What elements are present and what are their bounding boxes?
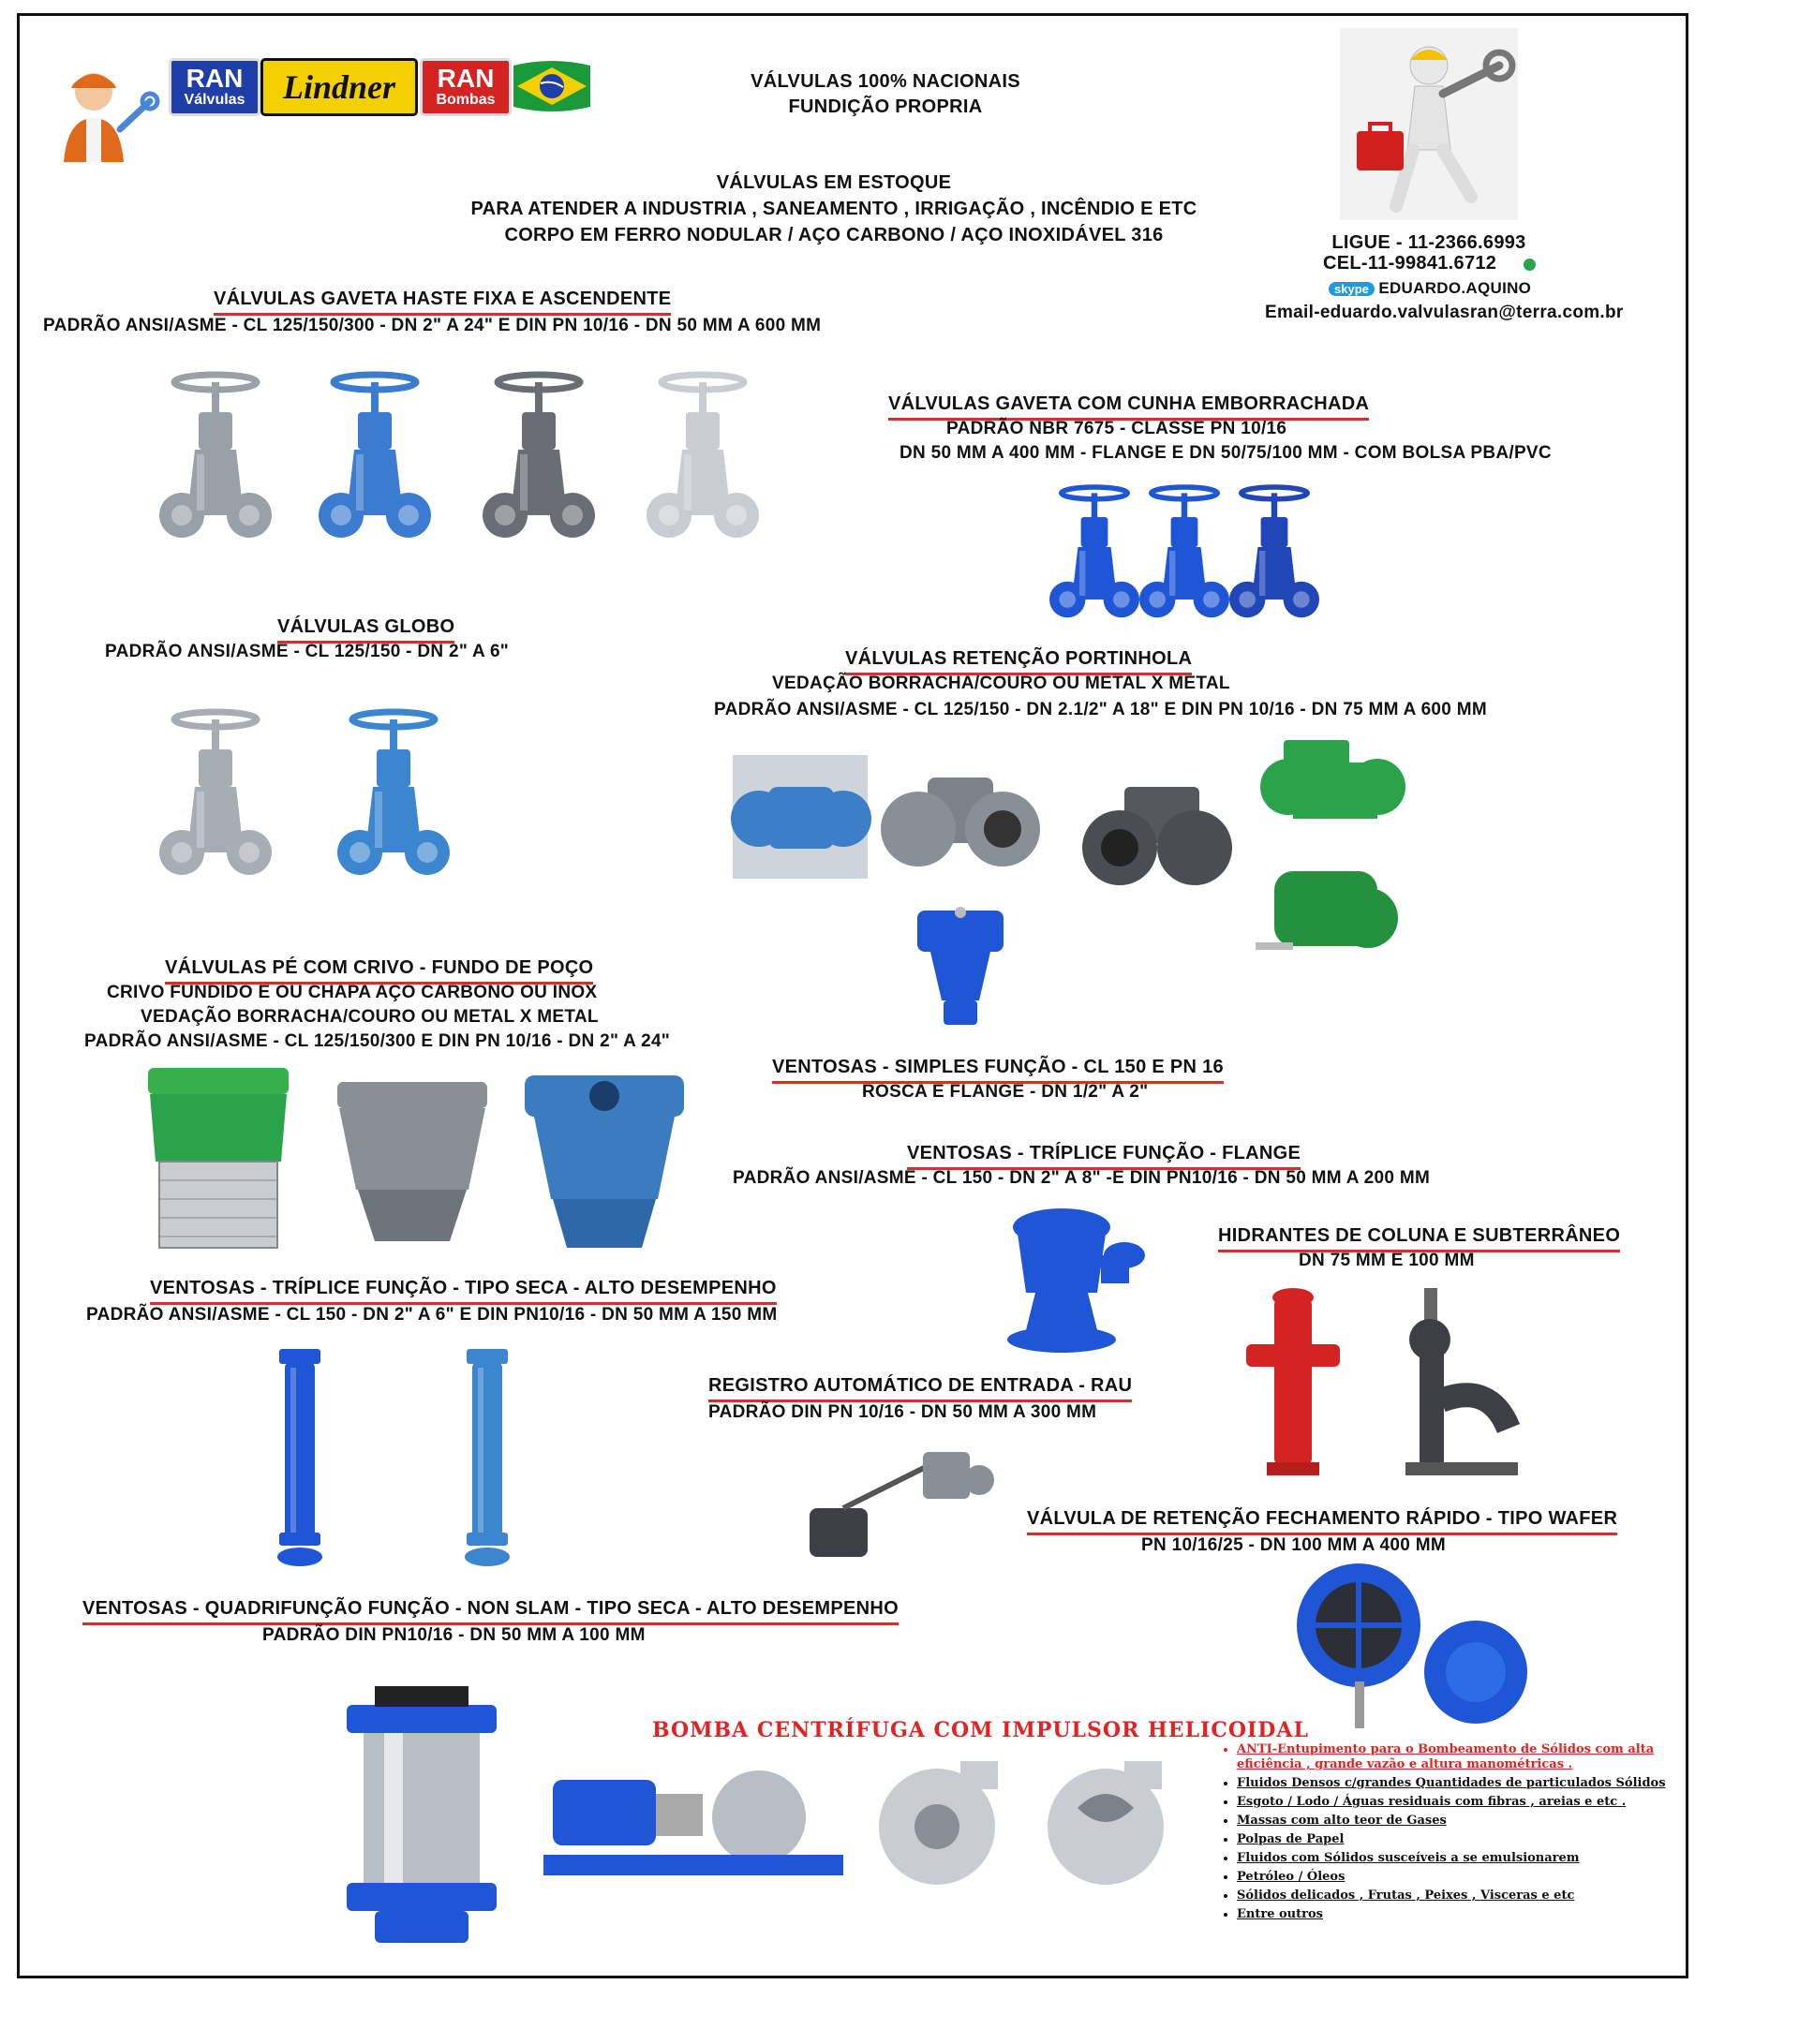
foot-valve-blue-image	[525, 1075, 684, 1248]
bomba-feature-item: • Entre outros	[1237, 1907, 1687, 1922]
ran-bombas-logo	[420, 58, 512, 116]
ran-bombas-logo-small: Bombas	[436, 92, 496, 108]
stock-line-1: VÁLVULAS EM ESTOQUE	[716, 172, 952, 193]
gaveta-haste-title	[214, 287, 671, 316]
ran-bombas-logo-big: RAN	[437, 64, 495, 93]
fire-hydrant-red-image	[1246, 1288, 1340, 1475]
skype-icon: skype	[1329, 282, 1375, 296]
foot-valve-grey-image	[337, 1082, 487, 1241]
hidrantes-sub1: DN 75 MM E 100 MM	[1299, 1251, 1475, 1270]
ventosa-simples-sub1: ROSCA E FLANGE - DN 1/2" A 2"	[862, 1082, 1149, 1102]
bomba-feature-item: • Petróleo / Óleos	[1237, 1870, 1687, 1885]
bomba-feature-item: • Fluidos com Sólidos susceíveis a se emulsionarem	[1237, 1851, 1687, 1866]
hidrantes-images	[1246, 1288, 1537, 1485]
gaveta-haste-images	[159, 375, 778, 581]
wafer-title	[1027, 1506, 1617, 1535]
globo-sub1: PADRÃO ANSI/ASME - CL 125/150 - DN 2" A 6"	[105, 642, 510, 661]
ventosa-seca-title	[150, 1276, 777, 1305]
stock-line-2: PARA ATENDER A INDUSTRIA , SANEAMENTO , IRRIGAÇÃO , INCÊNDIO E ETC	[470, 199, 1197, 219]
gaveta-cunha-sub1: PADRÃO NBR 7675 - CLASSE PN 10/16	[946, 419, 1287, 438]
ventosa-seca-sub1: PADRÃO ANSI/ASME - CL 150 - DN 2" A 6" E DIN PN10/16 - DN 50 MM A 150 MM	[86, 1305, 778, 1325]
pump-motor-assembly-image	[543, 1770, 843, 1875]
ran-valvulas-logo	[169, 58, 260, 116]
gate-valve-dark-image	[483, 375, 595, 538]
foot-valve-green-image	[148, 1068, 289, 1248]
contact-cell: CEL-11-99841.6712	[1323, 253, 1497, 274]
globo-images	[159, 712, 478, 909]
globe-valve-grey-image	[159, 712, 272, 875]
swing-check-grey-image	[881, 778, 1040, 866]
bomba-feature-item: • ANTI-Entupimento para o Bombeamento de Sólidos com alta eficiência , grande vazão e altura manométricas .	[1237, 1742, 1687, 1772]
pe-crivo-sub2: VEDAÇÃO BORRACHA/COURO OU METAL X METAL	[141, 1007, 599, 1027]
gaveta-cunha-sub2: DN 50 MM A 400 MM - FLANGE E DN 50/75/100 MM - COM BOLSA PBA/PVC	[900, 443, 1552, 463]
ran-valvulas-logo-small: Válvulas	[184, 92, 245, 108]
resilient-gate-3-image	[1229, 487, 1319, 617]
retencao-sub1: VEDAÇÃO BORRACHA/COURO OU METAL X METAL	[772, 674, 1230, 693]
wafer-sub1: PN 10/16/25 - DN 100 MM A 400 MM	[1141, 1535, 1446, 1555]
header-line-2: FUNDIÇÃO PROPRIA	[788, 96, 983, 117]
resilient-gate-1-image	[1049, 487, 1139, 617]
wafer-check-closed-image	[1424, 1621, 1527, 1724]
fire-hydrant-underground-image	[1405, 1288, 1518, 1475]
gaveta-haste-sub1: PADRÃO ANSI/ASME - CL 125/150/300 - DN 2" A 24" E DIN PN 10/16 - DN 50 MM A 600 MM	[43, 316, 822, 335]
brazil-flag-icon	[512, 60, 592, 112]
pe-crivo-title-text: VÁLVULAS PÉ COM CRIVO - FUNDO DE POÇO	[165, 955, 593, 985]
contact-cell-row	[1323, 251, 1496, 276]
pe-crivo-sub3: PADRÃO ANSI/ASME - CL 125/150/300 E DIN PN 10/16 - DN 2" A 24"	[84, 1031, 671, 1051]
header-line-1: VÁLVULAS 100% NACIONAIS	[751, 71, 1020, 92]
mascot-wrench-icon	[1340, 28, 1518, 220]
ventosa-simples-title-text: VENTOSAS - SIMPLES FUNÇÃO - CL 150 E PN 16	[772, 1055, 1224, 1084]
rau-image	[806, 1443, 993, 1564]
dry-air-valve-2-image	[465, 1349, 510, 1566]
bomba-feature-item: • Fluidos Densos c/grandes Quantidades de particulados Sólidos	[1237, 1776, 1687, 1791]
dry-air-valve-1-image	[277, 1349, 322, 1566]
gate-valve-light-image	[647, 375, 759, 538]
contact-email[interactable]: Email-eduardo.valvulasran@terra.com.br	[1265, 303, 1624, 322]
gaveta-cunha-title-text: VÁLVULAS GAVETA COM CUNHA EMBORRACHADA	[888, 392, 1369, 421]
rau-title-text: REGISTRO AUTOMÁTICO DE ENTRADA - RAU	[708, 1373, 1132, 1402]
ventosa-simples-image	[914, 907, 1007, 1029]
swing-check-green-2-image	[1256, 871, 1398, 948]
ventosa-seca-images	[262, 1349, 562, 1574]
bomba-feature-item: • Sólidos delicados , Frutas , Peixes , Visceras e etc	[1237, 1888, 1687, 1903]
ventosa-triplice-title-text: VENTOSAS - TRÍPLICE FUNÇÃO - FLANGE	[907, 1141, 1301, 1170]
rau-sub1: PADRÃO DIN PN 10/16 - DN 50 MM A 300 MM	[708, 1402, 1097, 1422]
gate-valve-grey-image	[159, 375, 272, 538]
retencao-title-text: VÁLVULAS RETENÇÃO PORTINHOLA	[845, 646, 1192, 675]
stock-line-3: CORPO EM FERRO NODULAR / AÇO CARBONO / AÇO INOXIDÁVEL 316	[504, 225, 1164, 245]
gaveta-haste-title-text: VÁLVULAS GAVETA HASTE FIXA E ASCENDENTE	[214, 287, 671, 316]
swing-check-dark-image	[1082, 787, 1232, 885]
pump-casing-image	[879, 1761, 998, 1885]
globe-valve-blue-image	[337, 712, 450, 875]
wafer-check-open-image	[1297, 1563, 1420, 1728]
quadri-sub1: PADRÃO DIN PN10/16 - DN 50 MM A 100 MM	[262, 1625, 646, 1645]
whatsapp-icon	[1524, 259, 1536, 271]
bomba-feature-item: • Polpas de Papel	[1237, 1832, 1687, 1847]
worker-icon	[47, 64, 150, 167]
bomba-feature-item: • Esgoto / Lodo / Águas residuais com fibras , areias e etc .	[1237, 1795, 1687, 1810]
swing-check-green-1-image	[1260, 740, 1405, 819]
globo-title-text: VÁLVULAS GLOBO	[277, 615, 454, 644]
rau-title	[708, 1373, 1132, 1402]
wafer-title-text: VÁLVULA DE RETENÇÃO FECHAMENTO RÁPIDO - TIPO WAFER	[1027, 1506, 1617, 1535]
bomba-feature-item: • Massas com alto teor de Gases	[1237, 1814, 1687, 1829]
bomba-title: BOMBA CENTRÍFUGA COM IMPULSOR HELICOIDAL	[652, 1718, 1309, 1742]
quadri-title	[82, 1596, 899, 1625]
gate-valve-blue-image	[319, 375, 431, 538]
ran-valvulas-logo-big: RAN	[186, 64, 244, 93]
ventosa-triplice-sub1: PADRÃO ANSI/ASME - CL 150 - DN 2" A 8" -E DIN PN10/16 - DN 50 MM A 200 MM	[733, 1168, 1431, 1188]
bomba-images	[543, 1752, 1218, 1930]
hidrantes-title-text: HIDRANTES DE COLUNA E SUBTERRÂNEO	[1218, 1223, 1620, 1252]
lindner-logo	[260, 58, 418, 116]
ventosa-triplice-image	[1007, 1208, 1157, 1358]
contact-phone: LIGUE - 11-2366.6993	[1331, 232, 1526, 253]
retencao-sub2: PADRÃO ANSI/ASME - CL 125/150 - DN 2.1/2" A 18" E DIN PN 10/16 - DN 75 MM A 600 MM	[714, 700, 1488, 719]
pe-crivo-sub1: CRIVO FUNDIDO E OU CHAPA AÇO CARBONO OU INOX	[107, 983, 598, 1002]
lindner-logo-text: Lindner	[282, 68, 396, 106]
resilient-gate-2-image	[1139, 487, 1229, 617]
pump-cutaway-image	[1048, 1761, 1164, 1885]
contact-skype-row	[1329, 275, 1531, 301]
bomba-features-list	[1224, 1742, 1687, 1926]
contact-skype: EDUARDO.AQUINO	[1378, 279, 1532, 297]
pe-crivo-images	[141, 1068, 703, 1255]
quadri-image	[337, 1677, 506, 1948]
gaveta-cunha-images	[1049, 487, 1359, 637]
retencao-images	[731, 740, 1405, 984]
quadri-title-text: VENTOSAS - QUADRIFUNÇÃO FUNÇÃO - NON SLAM - TIPO SECA - ALTO DESEMPENHO	[82, 1596, 899, 1625]
wafer-images	[1293, 1560, 1537, 1738]
ventosa-seca-title-text: VENTOSAS - TRÍPLICE FUNÇÃO - TIPO SECA - ALTO DESEMPENHO	[150, 1276, 777, 1305]
